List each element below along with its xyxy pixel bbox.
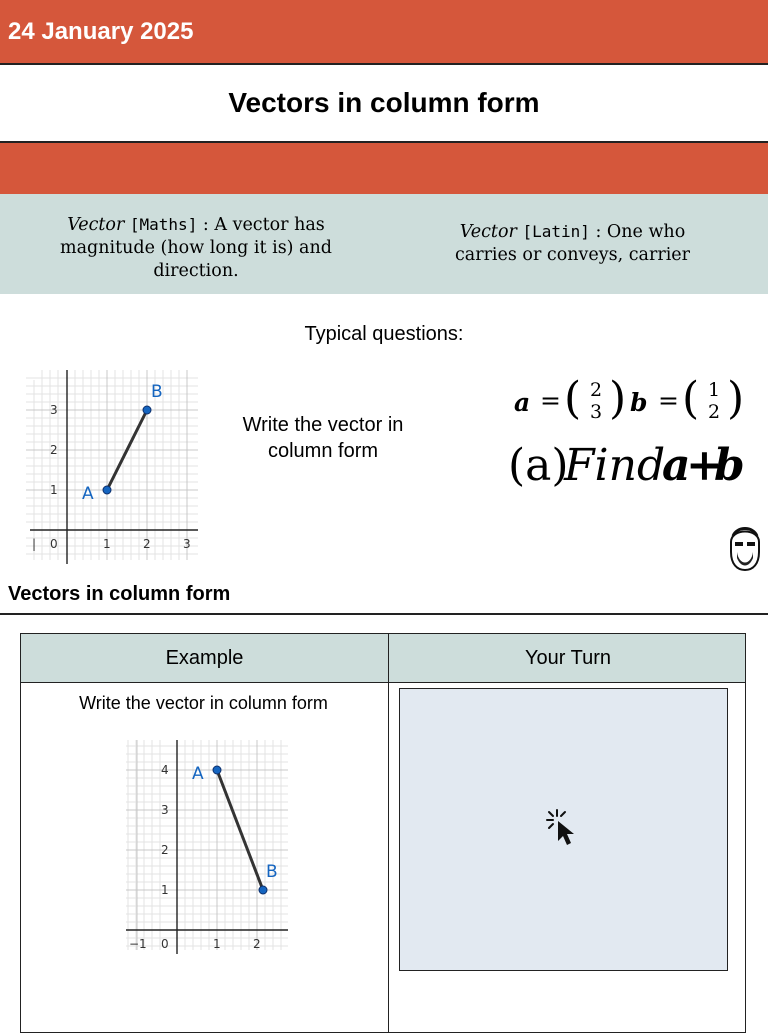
- y-tick-1: 1: [50, 483, 58, 497]
- your-turn-header: Your Turn: [525, 647, 611, 669]
- definition-maths: [55, 213, 337, 283]
- point-b: [143, 406, 151, 414]
- definition-latin-word: Vector: [459, 222, 517, 242]
- accent-band: [0, 143, 768, 194]
- definition-band: [0, 194, 768, 294]
- section-divider: [0, 613, 768, 615]
- page-title: Vectors in column form: [228, 87, 540, 118]
- author-avatar-icon: [725, 522, 765, 572]
- click-cursor-icon: [543, 807, 585, 849]
- example-header: Example: [165, 647, 244, 669]
- find-question: [508, 438, 758, 504]
- column-vector-b: ( 1 2 ): [682, 373, 745, 424]
- point-b-label: B: [151, 382, 163, 402]
- part-label: (a): [508, 440, 569, 491]
- point-a-label: A: [82, 484, 94, 504]
- definition-maths-word: Vector: [67, 215, 125, 235]
- point-b-label: B: [266, 862, 278, 882]
- y-tick-1: 1: [161, 883, 169, 897]
- vector-equation: [512, 373, 762, 432]
- point-b: [259, 886, 267, 894]
- definition-maths-text: : A vector has magnitude (how long it is) and direction.: [60, 215, 332, 281]
- definition-maths-tag: [Maths]: [129, 215, 198, 234]
- typical-vector-graph: [26, 368, 198, 566]
- x-tick-3: 3: [183, 537, 191, 551]
- equals-b: =: [658, 386, 679, 415]
- x-tick-1: 1: [103, 537, 111, 551]
- vector-b-bottom: 2: [707, 401, 721, 423]
- x-tick-0: 0: [161, 937, 169, 951]
- x-tick-2: 2: [143, 537, 151, 551]
- x-tick-2: 2: [253, 937, 261, 951]
- find-b: b: [714, 440, 745, 491]
- y-tick-2: 2: [50, 443, 58, 457]
- vector-b-top: 1: [707, 379, 721, 401]
- x-tick-0: 0: [50, 537, 58, 551]
- find-word: Find: [564, 440, 666, 491]
- graph-ticks: [32, 403, 191, 551]
- date-bar: [0, 0, 768, 65]
- graph-major-grid: [26, 370, 198, 560]
- y-tick-3: 3: [50, 403, 58, 417]
- graph-major-grid: [126, 740, 288, 950]
- vector-a-bottom: 3: [589, 401, 603, 423]
- definition-latin-tag: [Latin]: [522, 222, 590, 241]
- y-tick-2: 2: [161, 843, 169, 857]
- typical-prompt: Write the vector in column form: [242, 414, 404, 462]
- x-tick-neg1: −1: [129, 937, 147, 951]
- point-a: [103, 486, 111, 494]
- vector-line: [217, 770, 263, 890]
- your-turn-answer-area[interactable]: [399, 688, 728, 971]
- graph-axes: [30, 370, 198, 564]
- point-a: [213, 766, 221, 774]
- typical-questions-heading: Typical questions:: [304, 323, 464, 345]
- x-tick-1: 1: [213, 937, 221, 951]
- graph-grid: [26, 370, 198, 560]
- symbol-b: b: [630, 388, 648, 417]
- title-area: [0, 65, 768, 143]
- date-text: 24 January 2025: [8, 18, 194, 45]
- y-tick-4: 4: [161, 763, 169, 777]
- svg-text:|: |: [32, 537, 37, 551]
- graph-grid: [126, 740, 288, 950]
- definition-latin: [430, 220, 715, 267]
- definition-latin-text: : One who carries or conveys, carrier: [454, 222, 691, 265]
- vector-a-top: 2: [589, 379, 603, 401]
- find-plus: +: [686, 440, 723, 491]
- symbol-a: a: [514, 388, 531, 417]
- table-column-divider: [388, 634, 389, 1032]
- example-prompt: Write the vector in column form: [79, 693, 328, 713]
- column-vector-a: ( 2 3 ): [564, 373, 627, 424]
- section-heading: Vectors in column form: [8, 583, 231, 605]
- point-a-label: A: [192, 764, 204, 784]
- find-a: a: [662, 440, 691, 491]
- y-tick-3: 3: [161, 803, 169, 817]
- example-vector-graph: [126, 738, 288, 956]
- equals-a: =: [540, 386, 561, 415]
